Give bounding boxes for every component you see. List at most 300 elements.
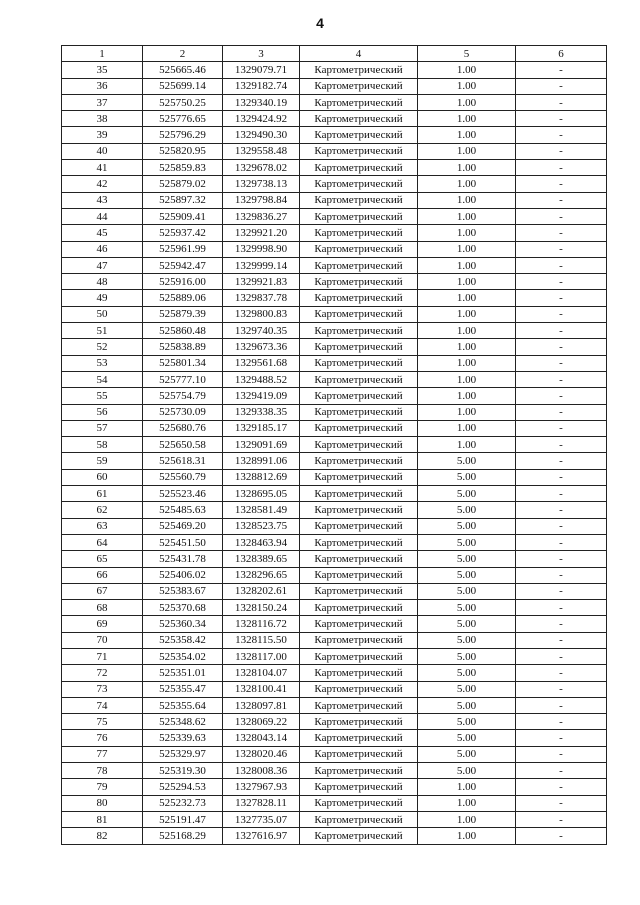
x-coordinate-cell: 525860.48 — [143, 323, 223, 339]
accuracy-cell: 5.00 — [418, 567, 516, 583]
accuracy-cell: 1.00 — [418, 160, 516, 176]
accuracy-cell: 5.00 — [418, 534, 516, 550]
x-coordinate-cell: 525560.79 — [143, 469, 223, 485]
y-coordinate-cell: 1327967.93 — [223, 779, 300, 795]
accuracy-cell: 1.00 — [418, 306, 516, 322]
description-cell: - — [516, 648, 607, 664]
description-cell: - — [516, 404, 607, 420]
description-cell: - — [516, 290, 607, 306]
table-row — [62, 323, 607, 339]
description-cell: - — [516, 62, 607, 78]
point-number-cell: 63 — [62, 518, 143, 534]
y-coordinate-cell: 1329424.92 — [223, 111, 300, 127]
accuracy-cell: 1.00 — [418, 404, 516, 420]
method-cell: Картометрический — [300, 600, 418, 616]
table-row — [62, 192, 607, 208]
method-cell: Картометрический — [300, 567, 418, 583]
point-number-cell: 70 — [62, 632, 143, 648]
accuracy-cell: 5.00 — [418, 746, 516, 762]
table-row — [62, 811, 607, 827]
y-coordinate-cell: 1329999.14 — [223, 257, 300, 273]
x-coordinate-cell: 525730.09 — [143, 404, 223, 420]
accuracy-cell: 5.00 — [418, 551, 516, 567]
accuracy-cell: 5.00 — [418, 583, 516, 599]
point-number-cell: 81 — [62, 811, 143, 827]
point-number-cell: 58 — [62, 437, 143, 453]
table-row — [62, 225, 607, 241]
table-row — [62, 567, 607, 583]
point-number-cell: 41 — [62, 160, 143, 176]
accuracy-cell: 5.00 — [418, 697, 516, 713]
accuracy-cell: 5.00 — [418, 730, 516, 746]
y-coordinate-cell: 1329798.84 — [223, 192, 300, 208]
method-cell: Картометрический — [300, 339, 418, 355]
method-cell: Картометрический — [300, 388, 418, 404]
description-cell: - — [516, 665, 607, 681]
accuracy-cell: 1.00 — [418, 828, 516, 844]
point-number-cell: 80 — [62, 795, 143, 811]
x-coordinate-cell: 525339.63 — [143, 730, 223, 746]
y-coordinate-cell: 1329079.71 — [223, 62, 300, 78]
accuracy-cell: 1.00 — [418, 208, 516, 224]
point-number-cell: 51 — [62, 323, 143, 339]
y-coordinate-cell: 1328043.14 — [223, 730, 300, 746]
method-cell: Картометрический — [300, 208, 418, 224]
y-coordinate-cell: 1329091.69 — [223, 437, 300, 453]
x-coordinate-cell: 525191.47 — [143, 811, 223, 827]
point-number-cell: 54 — [62, 371, 143, 387]
method-cell: Картометрический — [300, 551, 418, 567]
table-row — [62, 78, 607, 94]
y-coordinate-cell: 1328523.75 — [223, 518, 300, 534]
x-coordinate-cell: 525406.02 — [143, 567, 223, 583]
y-coordinate-cell: 1329490.30 — [223, 127, 300, 143]
description-cell: - — [516, 257, 607, 273]
column-header-3: 3 — [223, 46, 300, 62]
description-cell: - — [516, 697, 607, 713]
accuracy-cell: 5.00 — [418, 681, 516, 697]
y-coordinate-cell: 1329185.17 — [223, 420, 300, 436]
point-number-cell: 62 — [62, 502, 143, 518]
coordinates-table — [61, 45, 607, 845]
table-row — [62, 681, 607, 697]
method-cell: Картометрический — [300, 632, 418, 648]
description-cell: - — [516, 78, 607, 94]
table-header-row — [62, 46, 607, 62]
point-number-cell: 52 — [62, 339, 143, 355]
y-coordinate-cell: 1327828.11 — [223, 795, 300, 811]
description-cell: - — [516, 94, 607, 110]
method-cell: Картометрический — [300, 355, 418, 371]
accuracy-cell: 1.00 — [418, 176, 516, 192]
x-coordinate-cell: 525942.47 — [143, 257, 223, 273]
table-row — [62, 306, 607, 322]
table-row — [62, 127, 607, 143]
description-cell: - — [516, 306, 607, 322]
column-header-1: 1 — [62, 46, 143, 62]
point-number-cell: 60 — [62, 469, 143, 485]
x-coordinate-cell: 525879.02 — [143, 176, 223, 192]
description-cell: - — [516, 518, 607, 534]
method-cell: Картометрический — [300, 779, 418, 795]
accuracy-cell: 1.00 — [418, 94, 516, 110]
accuracy-cell: 1.00 — [418, 274, 516, 290]
y-coordinate-cell: 1329800.83 — [223, 306, 300, 322]
method-cell: Картометрический — [300, 274, 418, 290]
method-cell: Картометрический — [300, 534, 418, 550]
y-coordinate-cell: 1328150.24 — [223, 600, 300, 616]
point-number-cell: 69 — [62, 616, 143, 632]
accuracy-cell: 1.00 — [418, 192, 516, 208]
method-cell: Картометрический — [300, 290, 418, 306]
point-number-cell: 48 — [62, 274, 143, 290]
y-coordinate-cell: 1328116.72 — [223, 616, 300, 632]
accuracy-cell: 1.00 — [418, 111, 516, 127]
x-coordinate-cell: 525523.46 — [143, 486, 223, 502]
description-cell: - — [516, 583, 607, 599]
method-cell: Картометрический — [300, 225, 418, 241]
accuracy-cell: 1.00 — [418, 388, 516, 404]
table-row — [62, 274, 607, 290]
column-header-4: 4 — [300, 46, 418, 62]
y-coordinate-cell: 1328812.69 — [223, 469, 300, 485]
y-coordinate-cell: 1329561.68 — [223, 355, 300, 371]
method-cell: Картометрический — [300, 192, 418, 208]
table-row — [62, 795, 607, 811]
x-coordinate-cell: 525383.67 — [143, 583, 223, 599]
table-row — [62, 730, 607, 746]
table-row — [62, 486, 607, 502]
point-number-cell: 76 — [62, 730, 143, 746]
y-coordinate-cell: 1329836.27 — [223, 208, 300, 224]
accuracy-cell: 5.00 — [418, 714, 516, 730]
accuracy-cell: 1.00 — [418, 811, 516, 827]
table-row — [62, 534, 607, 550]
accuracy-cell: 5.00 — [418, 518, 516, 534]
table-row — [62, 551, 607, 567]
y-coordinate-cell: 1329837.78 — [223, 290, 300, 306]
method-cell: Картометрический — [300, 78, 418, 94]
description-cell: - — [516, 143, 607, 159]
x-coordinate-cell: 525699.14 — [143, 78, 223, 94]
description-cell: - — [516, 176, 607, 192]
table-row — [62, 697, 607, 713]
x-coordinate-cell: 525680.76 — [143, 420, 223, 436]
x-coordinate-cell: 525355.47 — [143, 681, 223, 697]
table-row — [62, 779, 607, 795]
accuracy-cell: 1.00 — [418, 62, 516, 78]
y-coordinate-cell: 1328097.81 — [223, 697, 300, 713]
description-cell: - — [516, 828, 607, 844]
description-cell: - — [516, 795, 607, 811]
accuracy-cell: 5.00 — [418, 632, 516, 648]
description-cell: - — [516, 714, 607, 730]
x-coordinate-cell: 525776.65 — [143, 111, 223, 127]
accuracy-cell: 5.00 — [418, 453, 516, 469]
point-number-cell: 49 — [62, 290, 143, 306]
description-cell: - — [516, 469, 607, 485]
table-row — [62, 453, 607, 469]
x-coordinate-cell: 525897.32 — [143, 192, 223, 208]
y-coordinate-cell: 1329419.09 — [223, 388, 300, 404]
table-row — [62, 257, 607, 273]
y-coordinate-cell: 1328008.36 — [223, 763, 300, 779]
x-coordinate-cell: 525879.39 — [143, 306, 223, 322]
y-coordinate-cell: 1328463.94 — [223, 534, 300, 550]
x-coordinate-cell: 525796.29 — [143, 127, 223, 143]
table-row — [62, 828, 607, 844]
description-cell: - — [516, 420, 607, 436]
point-number-cell: 44 — [62, 208, 143, 224]
y-coordinate-cell: 1329558.48 — [223, 143, 300, 159]
table-row — [62, 111, 607, 127]
y-coordinate-cell: 1328389.65 — [223, 551, 300, 567]
x-coordinate-cell: 525618.31 — [143, 453, 223, 469]
table-row — [62, 502, 607, 518]
x-coordinate-cell: 525916.00 — [143, 274, 223, 290]
table-row — [62, 208, 607, 224]
y-coordinate-cell: 1328100.41 — [223, 681, 300, 697]
point-number-cell: 47 — [62, 257, 143, 273]
accuracy-cell: 1.00 — [418, 339, 516, 355]
table-row — [62, 355, 607, 371]
description-cell: - — [516, 192, 607, 208]
point-number-cell: 59 — [62, 453, 143, 469]
description-cell: - — [516, 502, 607, 518]
y-coordinate-cell: 1328296.65 — [223, 567, 300, 583]
method-cell: Картометрический — [300, 127, 418, 143]
point-number-cell: 75 — [62, 714, 143, 730]
accuracy-cell: 1.00 — [418, 355, 516, 371]
method-cell: Картометрический — [300, 502, 418, 518]
method-cell: Картометрический — [300, 143, 418, 159]
method-cell: Картометрический — [300, 648, 418, 664]
method-cell: Картометрический — [300, 518, 418, 534]
table-row — [62, 714, 607, 730]
method-cell: Картометрический — [300, 583, 418, 599]
description-cell: - — [516, 225, 607, 241]
point-number-cell: 46 — [62, 241, 143, 257]
x-coordinate-cell: 525777.10 — [143, 371, 223, 387]
table-row — [62, 616, 607, 632]
accuracy-cell: 5.00 — [418, 600, 516, 616]
x-coordinate-cell: 525750.25 — [143, 94, 223, 110]
y-coordinate-cell: 1328104.07 — [223, 665, 300, 681]
description-cell: - — [516, 388, 607, 404]
point-number-cell: 72 — [62, 665, 143, 681]
table-row — [62, 143, 607, 159]
description-cell: - — [516, 730, 607, 746]
column-header-6: 6 — [516, 46, 607, 62]
description-cell: - — [516, 534, 607, 550]
point-number-cell: 73 — [62, 681, 143, 697]
method-cell: Картометрический — [300, 176, 418, 192]
x-coordinate-cell: 525370.68 — [143, 600, 223, 616]
accuracy-cell: 1.00 — [418, 127, 516, 143]
y-coordinate-cell: 1329998.90 — [223, 241, 300, 257]
description-cell: - — [516, 274, 607, 290]
x-coordinate-cell: 525838.89 — [143, 339, 223, 355]
point-number-cell: 66 — [62, 567, 143, 583]
table-body — [62, 62, 607, 844]
point-number-cell: 40 — [62, 143, 143, 159]
point-number-cell: 71 — [62, 648, 143, 664]
method-cell: Картометрический — [300, 62, 418, 78]
point-number-cell: 64 — [62, 534, 143, 550]
method-cell: Картометрический — [300, 257, 418, 273]
x-coordinate-cell: 525329.97 — [143, 746, 223, 762]
table-row — [62, 160, 607, 176]
table-row — [62, 290, 607, 306]
x-coordinate-cell: 525351.01 — [143, 665, 223, 681]
y-coordinate-cell: 1329738.13 — [223, 176, 300, 192]
point-number-cell: 65 — [62, 551, 143, 567]
accuracy-cell: 1.00 — [418, 779, 516, 795]
y-coordinate-cell: 1327735.07 — [223, 811, 300, 827]
table-row — [62, 665, 607, 681]
x-coordinate-cell: 525451.50 — [143, 534, 223, 550]
method-cell: Картометрический — [300, 94, 418, 110]
y-coordinate-cell: 1328020.46 — [223, 746, 300, 762]
table-row — [62, 241, 607, 257]
x-coordinate-cell: 525909.41 — [143, 208, 223, 224]
x-coordinate-cell: 525820.95 — [143, 143, 223, 159]
accuracy-cell: 5.00 — [418, 763, 516, 779]
description-cell: - — [516, 453, 607, 469]
page-number: 4 — [316, 15, 324, 31]
x-coordinate-cell: 525889.06 — [143, 290, 223, 306]
description-cell: - — [516, 437, 607, 453]
y-coordinate-cell: 1329678.02 — [223, 160, 300, 176]
description-cell: - — [516, 339, 607, 355]
x-coordinate-cell: 525650.58 — [143, 437, 223, 453]
description-cell: - — [516, 486, 607, 502]
accuracy-cell: 1.00 — [418, 257, 516, 273]
x-coordinate-cell: 525469.20 — [143, 518, 223, 534]
accuracy-cell: 5.00 — [418, 502, 516, 518]
description-cell: - — [516, 567, 607, 583]
y-coordinate-cell: 1329488.52 — [223, 371, 300, 387]
accuracy-cell: 1.00 — [418, 420, 516, 436]
x-coordinate-cell: 525168.29 — [143, 828, 223, 844]
method-cell: Картометрический — [300, 697, 418, 713]
table-row — [62, 583, 607, 599]
method-cell: Картометрический — [300, 420, 418, 436]
accuracy-cell: 1.00 — [418, 795, 516, 811]
method-cell: Картометрический — [300, 730, 418, 746]
method-cell: Картометрический — [300, 746, 418, 762]
y-coordinate-cell: 1328115.50 — [223, 632, 300, 648]
table-row — [62, 600, 607, 616]
table-row — [62, 339, 607, 355]
accuracy-cell: 1.00 — [418, 143, 516, 159]
point-number-cell: 38 — [62, 111, 143, 127]
y-coordinate-cell: 1327616.97 — [223, 828, 300, 844]
x-coordinate-cell: 525754.79 — [143, 388, 223, 404]
method-cell: Картометрический — [300, 469, 418, 485]
method-cell: Картометрический — [300, 811, 418, 827]
x-coordinate-cell: 525294.53 — [143, 779, 223, 795]
method-cell: Картометрический — [300, 486, 418, 502]
point-number-cell: 77 — [62, 746, 143, 762]
method-cell: Картометрический — [300, 241, 418, 257]
point-number-cell: 43 — [62, 192, 143, 208]
x-coordinate-cell: 525360.34 — [143, 616, 223, 632]
x-coordinate-cell: 525358.42 — [143, 632, 223, 648]
table-row — [62, 404, 607, 420]
method-cell: Картометрический — [300, 453, 418, 469]
y-coordinate-cell: 1328117.00 — [223, 648, 300, 664]
x-coordinate-cell: 525961.99 — [143, 241, 223, 257]
point-number-cell: 74 — [62, 697, 143, 713]
table-row — [62, 763, 607, 779]
table-row — [62, 371, 607, 387]
description-cell: - — [516, 779, 607, 795]
point-number-cell: 50 — [62, 306, 143, 322]
y-coordinate-cell: 1328202.61 — [223, 583, 300, 599]
method-cell: Картометрический — [300, 404, 418, 420]
method-cell: Картометрический — [300, 714, 418, 730]
table-row — [62, 176, 607, 192]
description-cell: - — [516, 681, 607, 697]
accuracy-cell: 1.00 — [418, 290, 516, 306]
description-cell: - — [516, 811, 607, 827]
method-cell: Картометрический — [300, 795, 418, 811]
description-cell: - — [516, 551, 607, 567]
y-coordinate-cell: 1329921.83 — [223, 274, 300, 290]
table-row — [62, 62, 607, 78]
description-cell: - — [516, 241, 607, 257]
accuracy-cell: 1.00 — [418, 323, 516, 339]
table-row — [62, 632, 607, 648]
point-number-cell: 68 — [62, 600, 143, 616]
table-row — [62, 469, 607, 485]
accuracy-cell: 5.00 — [418, 616, 516, 632]
x-coordinate-cell: 525431.78 — [143, 551, 223, 567]
x-coordinate-cell: 525665.46 — [143, 62, 223, 78]
description-cell: - — [516, 616, 607, 632]
description-cell: - — [516, 371, 607, 387]
y-coordinate-cell: 1329740.35 — [223, 323, 300, 339]
y-coordinate-cell: 1329340.19 — [223, 94, 300, 110]
x-coordinate-cell: 525859.83 — [143, 160, 223, 176]
description-cell: - — [516, 111, 607, 127]
method-cell: Картометрический — [300, 111, 418, 127]
x-coordinate-cell: 525485.63 — [143, 502, 223, 518]
point-number-cell: 61 — [62, 486, 143, 502]
table-row — [62, 746, 607, 762]
accuracy-cell: 1.00 — [418, 241, 516, 257]
column-header-2: 2 — [143, 46, 223, 62]
accuracy-cell: 1.00 — [418, 78, 516, 94]
point-number-cell: 53 — [62, 355, 143, 371]
point-number-cell: 55 — [62, 388, 143, 404]
point-number-cell: 37 — [62, 94, 143, 110]
table-row — [62, 94, 607, 110]
table-row — [62, 648, 607, 664]
x-coordinate-cell: 525354.02 — [143, 648, 223, 664]
description-cell: - — [516, 746, 607, 762]
point-number-cell: 78 — [62, 763, 143, 779]
table-row — [62, 388, 607, 404]
y-coordinate-cell: 1329182.74 — [223, 78, 300, 94]
x-coordinate-cell: 525348.62 — [143, 714, 223, 730]
point-number-cell: 35 — [62, 62, 143, 78]
description-cell: - — [516, 160, 607, 176]
y-coordinate-cell: 1329338.35 — [223, 404, 300, 420]
table-row — [62, 518, 607, 534]
method-cell: Картометрический — [300, 306, 418, 322]
